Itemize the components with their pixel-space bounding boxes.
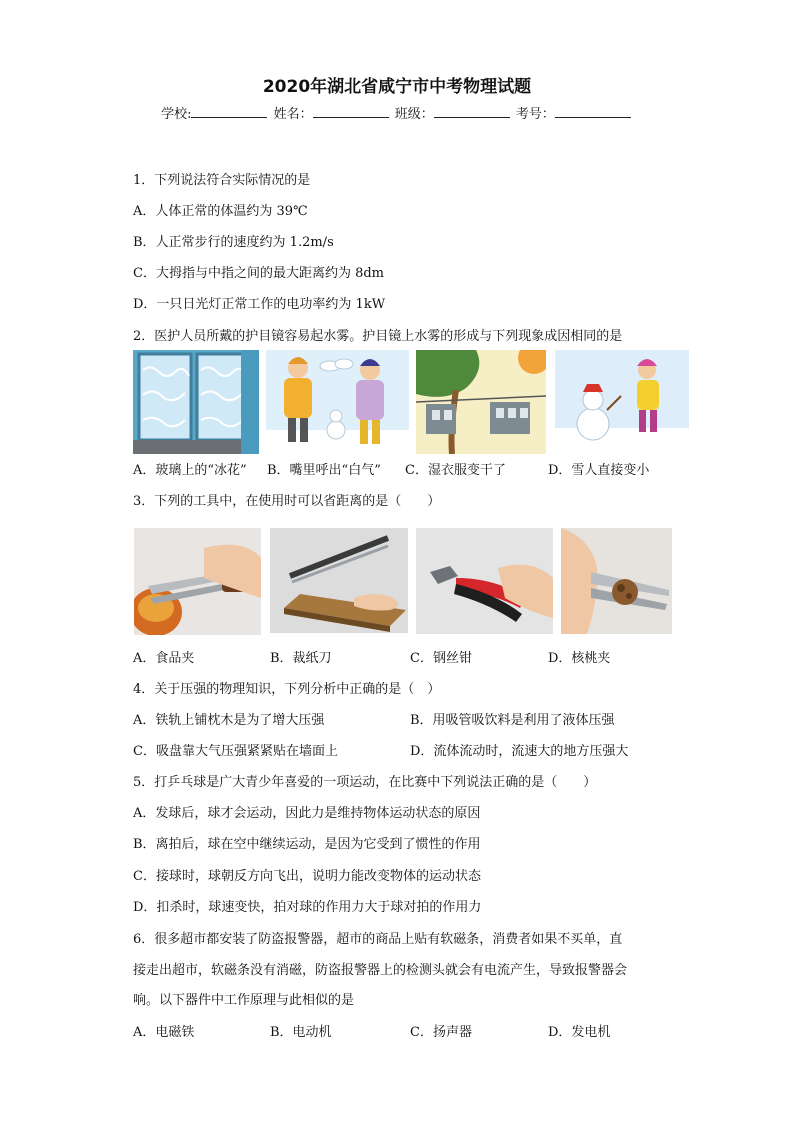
food-tongs-image: [134, 528, 261, 635]
school-label: 学校:: [161, 107, 192, 122]
q2-option-a: A．玻璃上的“冰花”: [133, 463, 247, 478]
q4-stem: 4．关于压强的物理知识，下列分析中正确的是（ ）: [133, 682, 441, 697]
snowman-image: [555, 350, 689, 454]
exam-number-blank: [555, 105, 631, 118]
q2-option-b: B．嘴里呼出“白气”: [267, 463, 381, 478]
q5-option-a: A．发球后，球才会运动，因此力是维持物体运动状态的原因: [133, 806, 481, 821]
q1-option-b: B．人正常步行的速度约为 1.2m/s: [133, 235, 334, 250]
q6-option-b: B．电动机: [270, 1025, 332, 1040]
q2-option-d: D．雪人直接变小: [548, 463, 650, 478]
class-label: 班级：: [394, 107, 434, 122]
q4-option-d: D．流体流动时，流速大的地方压强大: [410, 744, 629, 759]
q5-option-b: B．离拍后，球在空中继续运动，是因为它受到了惯性的作用: [133, 837, 481, 852]
q3-option-b: B．裁纸刀: [270, 651, 332, 666]
q1-option-c: C．大拇指与中指之间的最大距离约为 8dm: [133, 266, 384, 281]
paper-cutter-image: [270, 528, 408, 633]
nutcracker-image: [561, 528, 672, 634]
q6-stem-line-2: 接走出超市，软磁条没有消磁，防盗报警器上的检测头就会有电流产生，导致报警器会: [133, 963, 628, 978]
wire-pliers-image: [416, 528, 553, 634]
q3-option-c: C．钢丝钳: [410, 651, 472, 666]
page-title: 2020年湖北省咸宁市中考物理试题: [262, 77, 532, 97]
q3-option-d: D．核桃夹: [548, 651, 611, 666]
q2-stem: 2．医护人员所戴的护目镜容易起水雾。护目镜上水雾的形成与下列现象成因相同的是: [133, 329, 623, 344]
student-info-line: [0, 103, 794, 122]
q4-option-a: A．铁轨上铺枕木是为了增大压强: [133, 713, 325, 728]
breath-steam-image: [266, 350, 409, 454]
drying-clothes-image: [416, 350, 546, 454]
q4-option-b: B．用吸管吸饮料是利用了液体压强: [410, 713, 615, 728]
q6-stem-line-1: 6．很多超市都安装了防盗报警器，超市的商品上贴有软磁条，消费者如果不买单，直: [133, 932, 623, 947]
q1-option-d: D．一只日光灯正常工作的电功率约为 1kW: [133, 297, 386, 312]
q1-stem: 1．下列说法符合实际情况的是: [133, 173, 311, 188]
q5-option-c: C．接球时，球朝反方向飞出，说明力能改变物体的运动状态: [133, 869, 481, 884]
q6-stem-line-3: 响。以下器件中工作原理与此相似的是: [133, 993, 355, 1008]
school-blank: [191, 105, 267, 118]
q5-option-d: D．扣杀时，球速变快，拍对球的作用力大于球对拍的作用力: [133, 900, 482, 915]
q6-option-a: A．电磁铁: [133, 1025, 195, 1040]
q3-stem: 3．下列的工具中，在使用时可以省距离的是（ ）: [133, 494, 441, 509]
q6-option-c: C．扬声器: [410, 1025, 472, 1040]
q5-stem: 5．打乒乓球是广大青少年喜爱的一项运动，在比赛中下列说法正确的是（ ）: [133, 775, 597, 790]
q3-option-a: A．食品夹: [133, 651, 195, 666]
q2-option-c: C．湿衣服变干了: [405, 463, 506, 478]
q6-option-d: D．发电机: [548, 1025, 611, 1040]
class-blank: [434, 105, 510, 118]
name-blank: [313, 105, 389, 118]
exam-number-label: 考号：: [515, 107, 555, 122]
name-label: 姓名：: [273, 107, 313, 122]
frosted-window-image: [133, 350, 259, 454]
q4-option-c: C．吸盘靠大气压强紧紧贴在墙面上: [133, 744, 338, 759]
q1-option-a: A．人体正常的体温约为 39℃: [133, 204, 308, 219]
